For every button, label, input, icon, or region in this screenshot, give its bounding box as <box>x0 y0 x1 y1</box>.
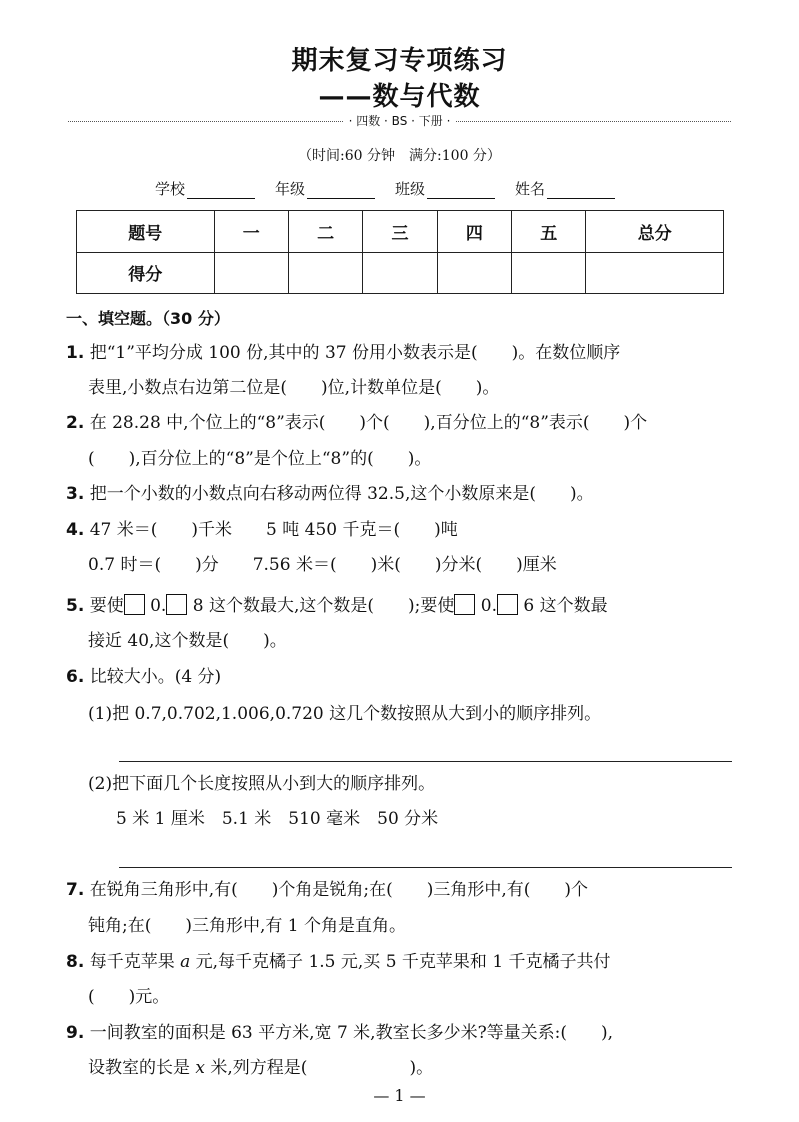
score-table <box>76 210 724 294</box>
question-6-part1: (1)把 0.7,0.702,1.006,0.720 这几个数按照从大到小的顺序排列。 <box>88 704 602 724</box>
question-8: 8. 每千克苹果 a 元,每千克橘子 1.5 元,买 5 千克苹果和 1 千克橘子共付 <box>66 952 611 972</box>
title-sub: ——数与代数 <box>318 82 481 112</box>
header-cell: 二 <box>288 211 362 253</box>
school-field[interactable]: 学校 <box>155 178 255 199</box>
answer-line[interactable] <box>119 761 732 762</box>
score-cell[interactable] <box>586 252 724 294</box>
question-9: 9. 一间教室的面积是 63 平方米,宽 7 米,教室长多少米?等量关系:( ), <box>66 1023 614 1043</box>
digit-box[interactable] <box>166 594 187 615</box>
time-score-note: （时间:60 分钟 满分:100 分） <box>298 148 501 164</box>
score-label: 得分 <box>77 252 215 294</box>
digit-box[interactable] <box>124 594 145 615</box>
class-field[interactable]: 班级 <box>395 178 495 199</box>
score-row <box>77 252 724 294</box>
score-cell[interactable] <box>512 252 586 294</box>
question-3: 3. 把一个小数的小数点向右移动两位得 32.5,这个小数原来是( )。 <box>66 484 594 504</box>
page-number: — 1 — <box>373 1086 426 1105</box>
header-cell: 四 <box>437 211 511 253</box>
answer-line[interactable] <box>119 867 732 868</box>
digit-box[interactable] <box>497 594 518 615</box>
grade-field[interactable]: 年级 <box>275 178 375 199</box>
header-cell: 题号 <box>77 211 215 253</box>
student-info <box>155 178 615 199</box>
question-9-cont: 设教室的长是 x 米,列方程是( )。 <box>88 1058 434 1078</box>
header-cell: 三 <box>363 211 437 253</box>
question-7: 7. 在锐角三角形中,有( )个角是锐角;在( )三角形中,有( )个 <box>66 880 589 900</box>
edition-tag: · 四数 · BS · 下册 · <box>0 112 799 129</box>
question-4-cont: 0.7 时＝( )分 7.56 米＝( )米( )分米( )厘米 <box>88 555 557 575</box>
digit-box[interactable] <box>454 594 475 615</box>
question-7-cont: 钝角;在( )三角形中,有 1 个角是直角。 <box>88 916 407 936</box>
question-2: 2. 在 28.28 中,个位上的“8”表示( )个( ),百分位上的“8”表示( )个 <box>66 413 648 433</box>
question-5-cont: 接近 40,这个数是( )。 <box>88 631 287 651</box>
header-cell: 五 <box>512 211 586 253</box>
name-field[interactable]: 姓名 <box>515 178 615 199</box>
section-heading: 一、填空题。（30 分） <box>66 309 230 328</box>
question-1-cont: 表里,小数点右边第二位是( )位,计数单位是( )。 <box>88 378 500 398</box>
question-2-cont: ( ),百分位上的“8”是个位上“8”的( )。 <box>88 449 432 469</box>
title-main: 期末复习专项练习 <box>291 46 508 76</box>
score-cell[interactable] <box>437 252 511 294</box>
header-cell: 总分 <box>586 211 724 253</box>
question-6: 6. 比较大小。(4 分) <box>66 667 222 687</box>
score-cell[interactable] <box>288 252 362 294</box>
score-header-row <box>77 211 724 253</box>
question-5: 5. 要使 0. 8 这个数最大,这个数是( );要使 0. 6 这个数最 <box>66 596 608 616</box>
question-6-part2: (2)把下面几个长度按照从小到大的顺序排列。 <box>88 774 436 794</box>
score-cell[interactable] <box>363 252 437 294</box>
question-8-cont: ( )元。 <box>88 987 170 1007</box>
question-1: 1. 把“1”平均分成 100 份,其中的 37 份用小数表示是( )。在数位顺序 <box>66 343 621 363</box>
question-4: 4. 47 米＝( )千米 5 吨 450 千克＝( )吨 <box>66 520 458 540</box>
score-cell[interactable] <box>214 252 288 294</box>
header-cell: 一 <box>214 211 288 253</box>
question-6-lengths: 5 米 1 厘米 5.1 米 510 毫米 50 分米 <box>116 809 439 829</box>
